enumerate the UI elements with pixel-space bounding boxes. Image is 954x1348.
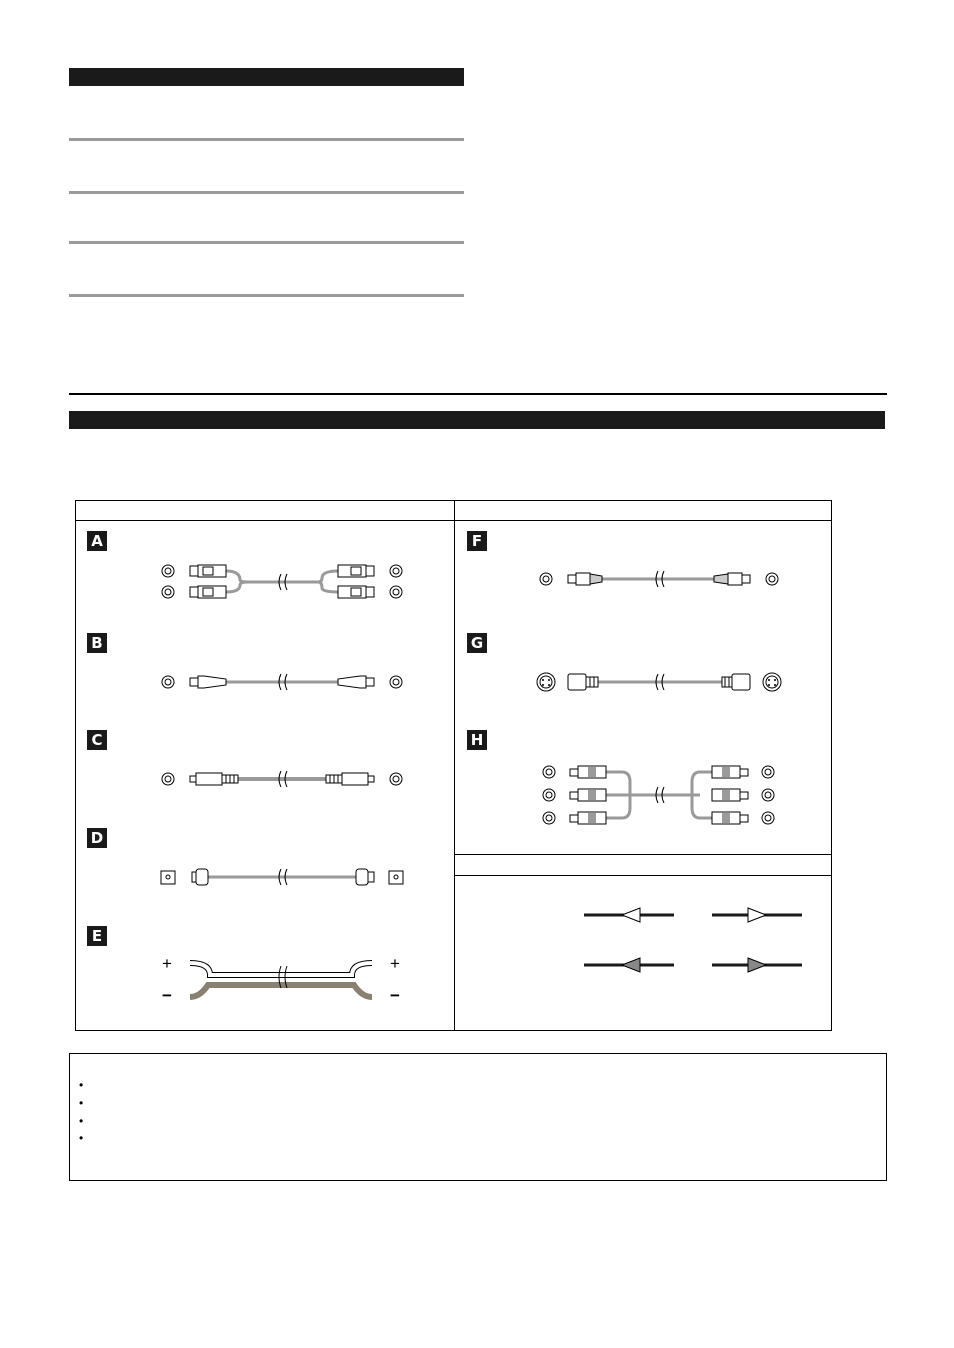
speaker-plus-right: +: [390, 954, 400, 973]
notes-bullet-1: •: [79, 1078, 84, 1092]
notes-box: [69, 1053, 887, 1181]
cable-letter-a: A: [87, 531, 107, 551]
speaker-minus-left: −: [162, 986, 172, 1005]
speaker-plus-left: +: [162, 954, 172, 973]
cable-letter-e: E: [87, 926, 107, 946]
video-signal-arrow-left-icon: [584, 958, 674, 972]
cable-letter-c: C: [87, 730, 107, 750]
cable-letter-b: B: [87, 633, 107, 653]
cable-letter-h: H: [467, 730, 487, 750]
speaker-minus-right: −: [390, 986, 400, 1005]
video-signal-arrow-right-icon: [712, 958, 802, 972]
cable-letter-g: G: [467, 633, 487, 653]
notes-bullet-4: •: [79, 1131, 84, 1145]
audio-signal-arrow-right-icon: [712, 908, 802, 922]
cable-letter-d: D: [87, 828, 107, 848]
cable-letter-f: F: [467, 531, 487, 551]
audio-signal-arrow-left-icon: [584, 908, 674, 922]
notes-bullet-2: •: [79, 1096, 84, 1110]
notes-bullet-3: •: [79, 1114, 84, 1128]
